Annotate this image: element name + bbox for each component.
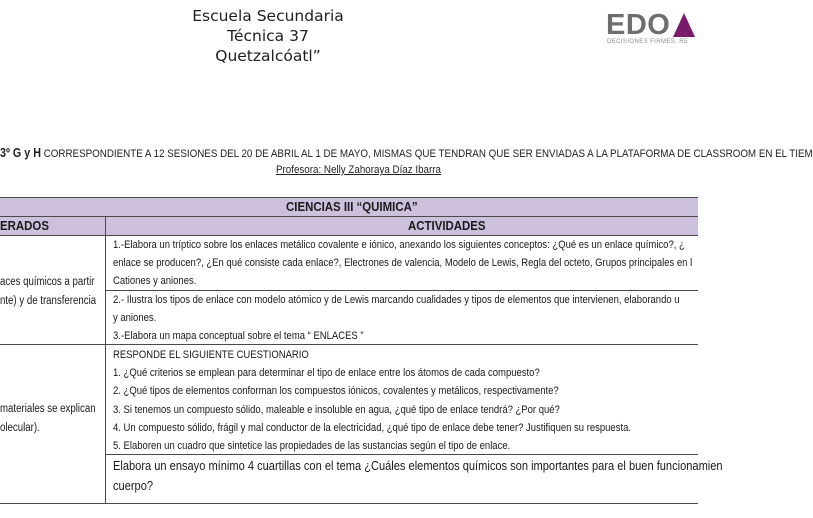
row1-activities-a (113, 236, 692, 291)
question-item: 4. Un compuesto sólido, frágil y mal conductor de la electricidad, ¿qué tipo de enlace debe tener? Justifiquen su respuesta. (113, 421, 632, 434)
logo-triangle-icon (673, 13, 695, 37)
logo-wordmark: EDO (606, 9, 671, 41)
teacher-name: Profesora: Nelly Zahoraya Díaz Ibarra (276, 164, 441, 176)
row1-learning-line: aces químicos a partir (0, 276, 95, 288)
school-name-line2: Quetzalcóatl” (215, 47, 321, 65)
grade-label: 3º G y H (0, 146, 41, 160)
activity-line: Cationes y aniones. (113, 275, 197, 288)
school-name (168, 6, 368, 66)
essay-line: Elabora un ensayo mínimo 4 cuartillas con el tema ¿Cuáles elementos químicos son importantes para el buen funcionamien (113, 458, 723, 473)
activity-line: enlace se producen?, ¿En qué consiste cada enlace?, Electrones de valencia, Modelo de Lewis, Regla del octeto, Grupos principales en l (113, 257, 693, 270)
activity-line: y aniones. (113, 312, 157, 325)
question-item: 5. Elaboren un cuadro que sintetice las propiedades de las sustancias según el tipo de enlace. (113, 440, 511, 453)
table-title: CIENCIAS III “QUIMICA” (286, 199, 418, 214)
rule (0, 197, 698, 198)
row2-learning-text (0, 400, 96, 437)
question-item: 3. Si tenemos un compuesto sólido, maleable e insoluble en agua, ¿qué tipo de enlace tendrá? ¿Por qué? (113, 403, 560, 416)
questionnaire-title: RESPONDE EL SIGUIENTE CUESTIONARIO (113, 349, 309, 361)
row1-learning-text (0, 273, 96, 310)
activity-line: 1.-Elabora un tríptico sobre los enlaces metálico covalente e iónico, anexando los siguientes conceptos: ¿Qué es un enlace químico?, ¿ (113, 239, 685, 251)
row2-learning-line: olecular). (0, 421, 40, 434)
activity-line: 3.-Elabora un mapa conceptual sobre el tema “ ENLACES ” (113, 330, 364, 343)
document-heading (0, 146, 813, 160)
heading-text: CORRESPONDIENTE A 12 SESIONES DEL 20 DE ABRIL AL 1 DE MAYO, MISMAS QUE TENDRAN QUE SER ENVIADAS A LA PLATAFORMA DE CLASSROOM EN EL TIEM (40, 148, 813, 160)
essay-line: cuerpo? (113, 477, 154, 493)
row1-activities-b (113, 291, 680, 346)
school-name-line1: Escuela Secundaria Técnica 37 (192, 7, 344, 45)
row2-essay (113, 456, 723, 495)
question-item: 1. ¿Qué criterios se emplean para determinar el tipo de enlace entre los átomos de cada compuesto? (113, 367, 540, 380)
activity-line: 2.- Ilustra los tipos de enlace con modelo atómico y de Lewis marcando cualidades y tipos de elementos que intervienen, elaborando u (113, 294, 680, 306)
row1-learning-line: nte) y de transferencia (0, 294, 97, 307)
row2-questionnaire (113, 346, 631, 455)
column-header-activities: ACTIVIDADES (408, 218, 486, 233)
column-header-left: ERADOS (0, 218, 49, 233)
activities-table (0, 197, 723, 504)
edomex-logo (606, 10, 696, 50)
logo-tagline: DECISIONES FIRMES, RE (607, 39, 689, 45)
question-item: 2. ¿Qué tipos de elementos conforman los compuestos iónicos, covalentes y metálicos, respectivamente? (113, 385, 559, 398)
row2-learning-line: materiales se explican (0, 403, 96, 415)
column-divider (105, 216, 106, 504)
